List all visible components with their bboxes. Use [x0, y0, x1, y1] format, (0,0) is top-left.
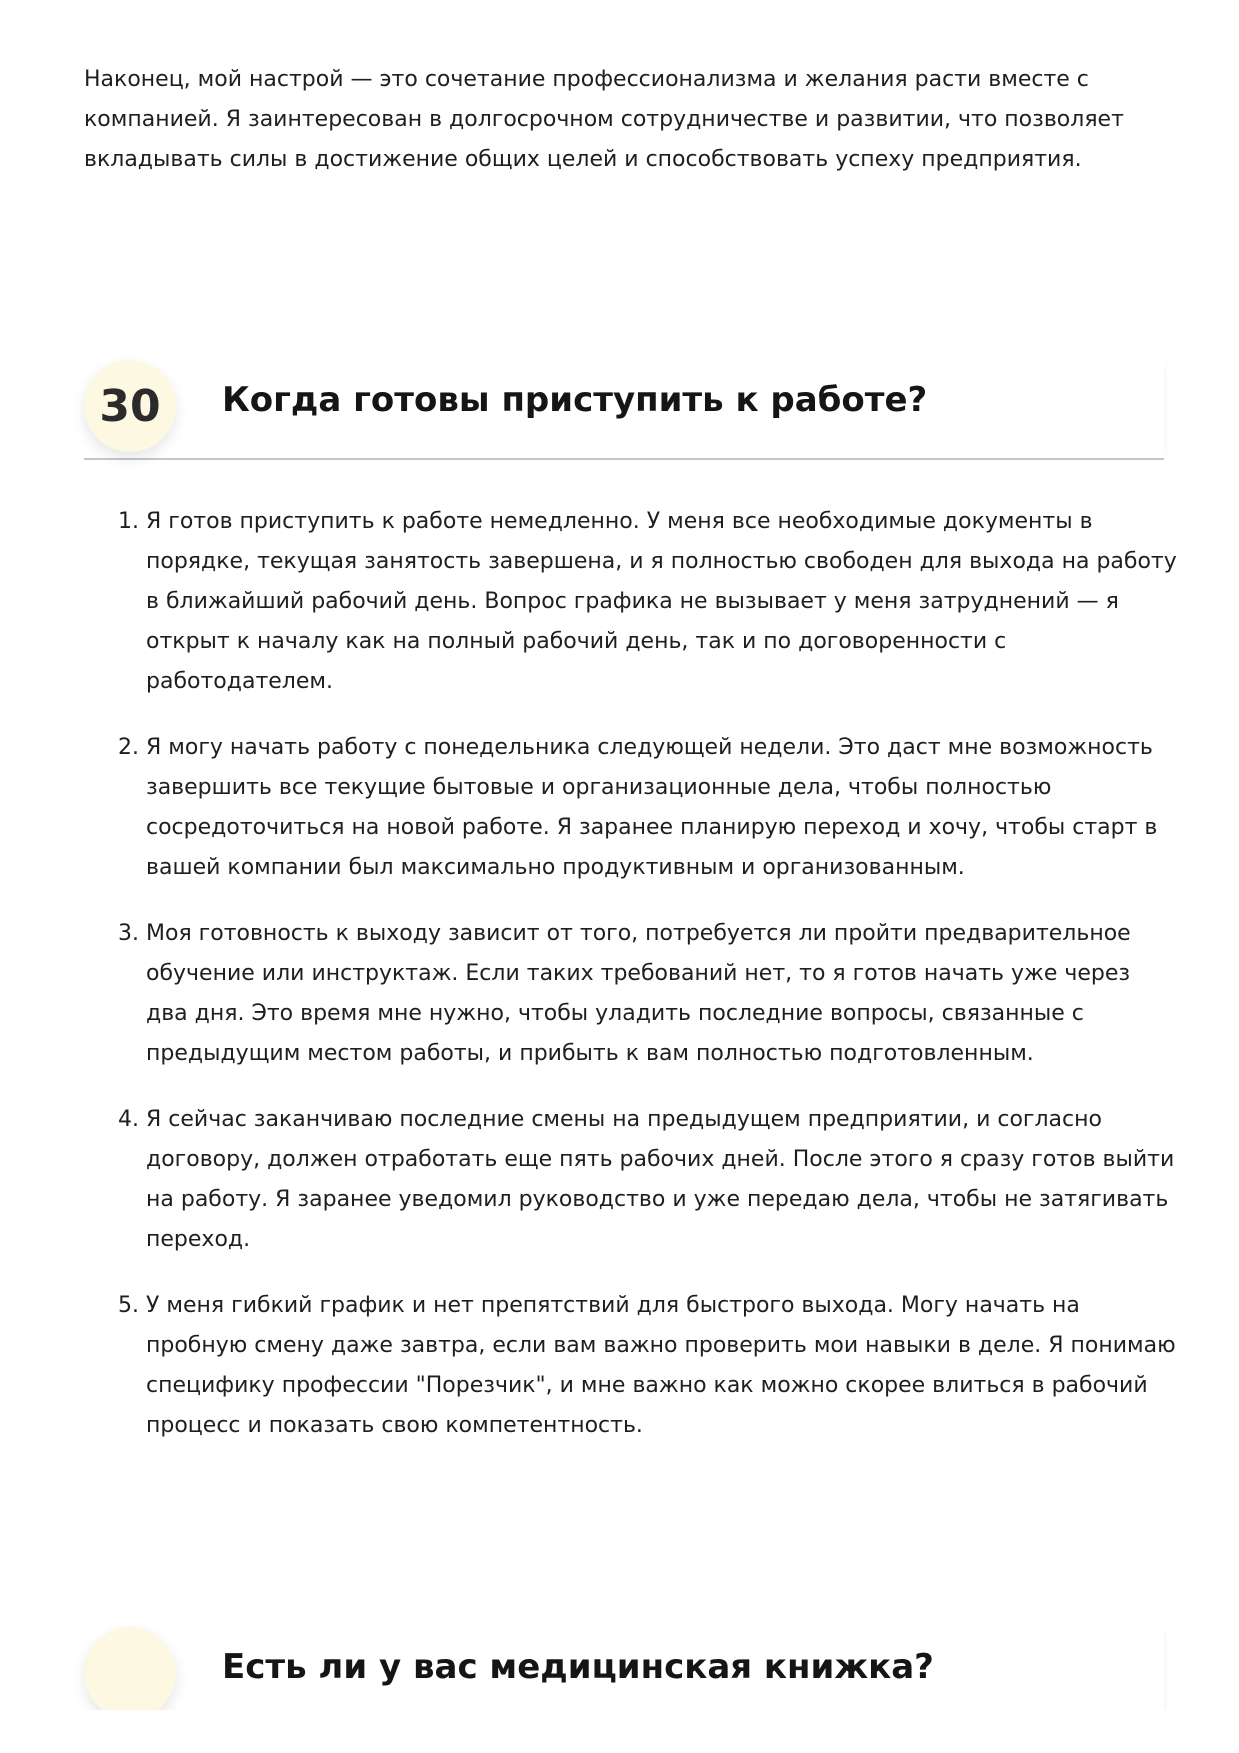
answer-text: Я сейчас заканчиваю последние смены на предыдущем предприятии, и согласно договору, должен отработать еще пять рабочих дней. После этого я сразу готов выйти на работу. Я заранее уведомил руководство и уже передаю дела, чтобы не затягивать переход. — [146, 1107, 1175, 1252]
answer-item — [118, 1100, 1178, 1260]
answer-number: 2. — [118, 735, 139, 760]
answer-item — [118, 728, 1178, 888]
section-header — [84, 1625, 1164, 1710]
section-header — [84, 358, 1164, 460]
answer-text: Я могу начать работу с понедельника следующей недели. Это даст мне возможность завершить все текущие бытовые и организационные дела, чтобы полностью сосредоточиться на новой работе. Я заранее планирую переход и хочу, чтобы старт в вашей компании был максимально продуктивным и организованным. — [146, 735, 1158, 880]
answer-item — [118, 1286, 1178, 1446]
answer-text: У меня гибкий график и нет препятствий для быстрого выхода. Могу начать на пробную смену даже завтра, если вам важно проверить мои навыки в деле. Я понимаю специфику профессии "Порезчик", и мне важно как можно скорее влиться в рабочий процесс и показать свою компетентность. — [146, 1293, 1176, 1438]
answer-number: 3. — [118, 921, 139, 946]
answer-number: 4. — [118, 1107, 139, 1132]
intro-paragraph: Наконец, мой настрой — это сочетание профессионализма и желания расти вместе с компанией. Я заинтересован в долгосрочном сотрудничестве и развитии, что позволяет вкладывать силы в достижение общих целей и способствовать успеху предприятия. — [84, 67, 1124, 172]
answer-text: Моя готовность к выходу зависит от того, потребуется ли пройти предварительное обучение или инструктаж. Если таких требований нет, то я готов начать уже через два дня. Это время мне нужно, чтобы уладить последние вопросы, связанные с предыдущим местом работы, и прибыть к вам полностью подготовленным. — [146, 921, 1131, 1066]
answer-list — [118, 502, 1178, 1472]
question-title: Есть ли у вас медицинская книжка? — [222, 1647, 934, 1687]
answer-number: 1. — [118, 509, 139, 534]
answer-item — [118, 914, 1178, 1074]
question-title: Когда готовы приступить к работе? — [222, 380, 928, 420]
question-section-next — [84, 1625, 1164, 1710]
answer-text: Я готов приступить к работе немедленно. У меня все необходимые документы в порядке, текущая занятость завершена, и я полностью свободен для выхода на работу в ближайший рабочий день. Вопрос графика не вызывает у меня затруднений — я открыт к началу как на полный рабочий день, так и по договоренности с работодателем. — [146, 509, 1177, 694]
question-number-badge: 30 — [84, 360, 176, 452]
answer-number: 5. — [118, 1293, 139, 1318]
answer-item — [118, 502, 1178, 702]
question-number-badge — [84, 1627, 176, 1710]
question-section-30 — [84, 358, 1177, 1438]
